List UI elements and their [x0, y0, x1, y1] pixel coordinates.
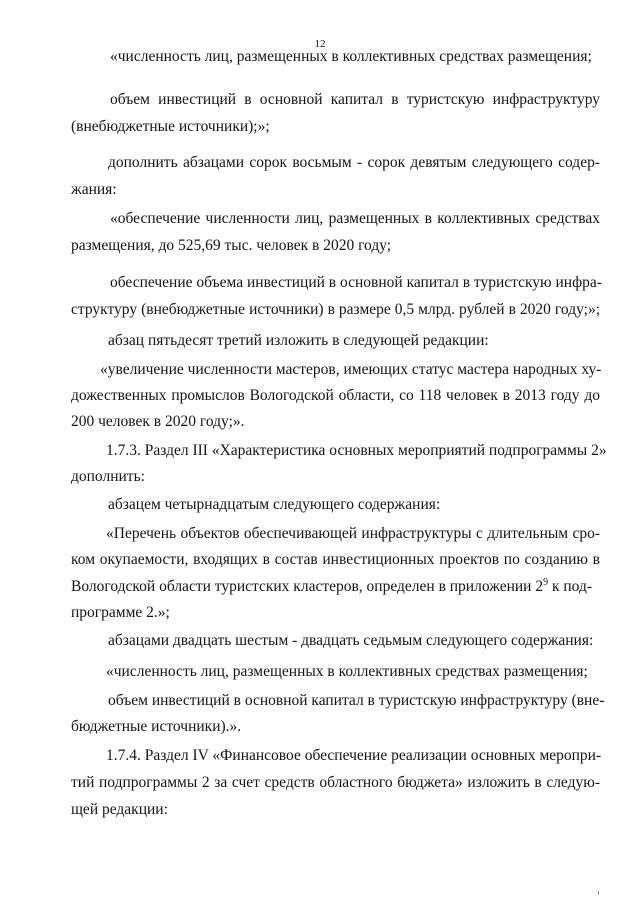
text-line-14: 1.7.3. Раздел III «Характеристика основных мероприятий подпрограммы 2» [106, 442, 607, 459]
text-line-26: тий подпрограммы 2 за счет средств областного бюджета» изложить в следую- [71, 774, 600, 791]
text-line-19-main: Вологодской области туристских кластеров, определен в приложении 2 [71, 578, 544, 595]
text-line-10: абзац пятьдесят третий изложить в следующей редакции: [108, 332, 489, 349]
text-line-17: «Перечень объектов обеспечивающей инфраструктуры с длительным сро- [106, 525, 600, 542]
text-line-3: (внебюджетные источники);»; [71, 118, 270, 135]
text-line-2: объем инвестиций в основной капитал в туристскую инфраструктуру [110, 91, 600, 108]
text-line-19 [71, 577, 592, 597]
text-line-4: дополнить абзацами сорок восьмым - сорок девятым следующего содер- [108, 154, 600, 171]
text-line-12: дожественных промыслов Вологодской области, со 118 человек в 2013 году до [71, 387, 600, 404]
text-line-5: жания: [71, 181, 117, 198]
text-line-27: щей редакции: [71, 801, 168, 818]
appendix-superscript: 9 [543, 577, 549, 588]
text-line-6: «обеспечение численности лиц, размещенных в коллективных средствах [110, 210, 600, 227]
text-line-7: размещения, до 525,69 тыс. человек в 2020 году; [71, 237, 392, 254]
text-line-13: 200 человек в 2020 году;». [71, 413, 245, 430]
text-line-11: «увеличение численности мастеров, имеющих статус мастера народных ху- [100, 361, 602, 378]
text-line-1: «численность лиц, размещенных в коллективных средствах размещения; [110, 48, 592, 65]
text-line-8: обеспечение объема инвестиций в основной капитал в туристскую инфра- [110, 274, 602, 291]
text-line-22: «численность лиц, размещенных в коллективных средствах размещения; [106, 663, 588, 680]
text-line-9: структуру (внебюджетные источники) в размере 0,5 млрд. рублей в 2020 году;»; [71, 301, 600, 318]
text-line-20: программе 2.»; [71, 604, 170, 621]
text-line-18: ком окупаемости, входящих в состав инвестиционных проектов по созданию в [71, 551, 600, 568]
text-line-21: абзацами двадцать шестым - двадцать седьмым следующего содержания: [108, 632, 594, 649]
text-line-24: бюджетные источники).». [71, 718, 242, 735]
text-line-16: абзацем четырнадцатым следующего содержания: [108, 496, 441, 513]
text-line-25: 1.7.4. Раздел IV «Финансовое обеспечение реализации основных меропри- [106, 747, 602, 764]
text-line-23: объем инвестиций в основной капитал в туристскую инфраструктуру (вне- [108, 692, 605, 709]
scan-speck [598, 891, 599, 895]
text-line-19-end: к под- [548, 578, 593, 595]
text-line-15: дополнить: [71, 468, 145, 485]
page-number: 12 [314, 38, 326, 50]
